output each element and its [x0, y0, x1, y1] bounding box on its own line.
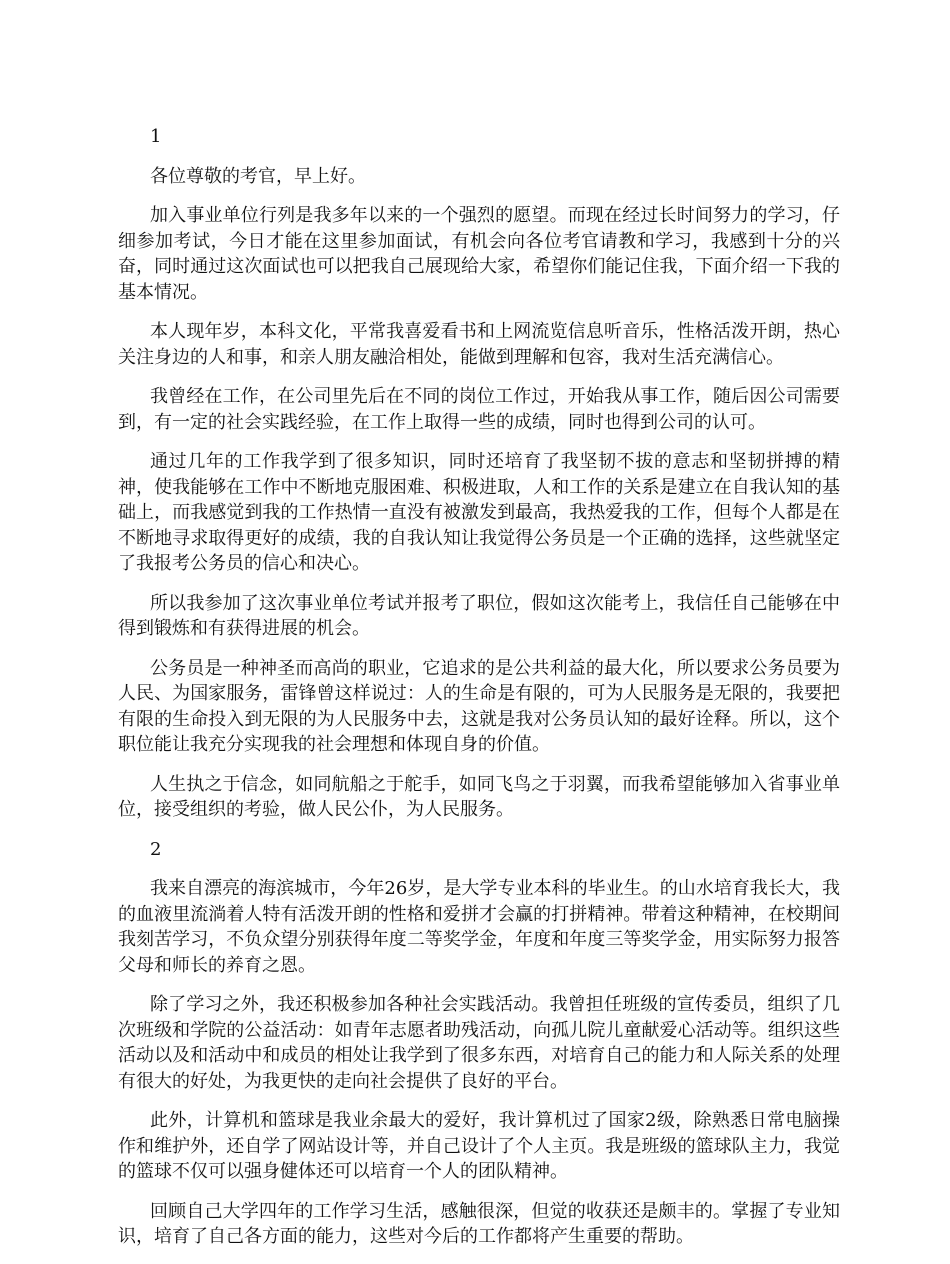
paragraph: 回顾自己大学四年的工作学习生活，感触很深，但觉的收获还是颇丰的。掌握了专业知识，培育了自己各方面的能力，这些对今后的工作都将产生重要的帮助。 — [118, 1200, 840, 1247]
section-number-2: 2 — [150, 838, 162, 860]
paragraph: 各位尊敬的考官，早上好。 — [150, 165, 366, 187]
paragraph: 加入事业单位行列是我多年以来的一个强烈的愿望。而现在经过长时间努力的学习，仔细参加考试，今日才能在这里参加面试，有机会向各位考官请教和学习，我感到十分的兴奋，同时通过这次面试也可以把我自己展现给大家，希望你们能记住我，下面介绍一下我的基本情况。 — [118, 205, 840, 303]
paragraph: 本人现年岁，本科文化，平常我喜爱看书和上网流览信息听音乐，性格活泼开朗，热心关注身边的人和事，和亲人朋友融洽相处，能做到理解和包容，我对生活充满信心。 — [118, 321, 840, 368]
paragraph: 除了学习之外，我还积极参加各种社会实践活动。我曾担任班级的宣传委员，组织了几次班级和学院的公益活动：如青年志愿者助残活动，向孤儿院儿童献爱心活动等。组织这些活动以及和活动中和成员的相处让我学到了很多东西，对培育自己的能力和人际关系的处理有很大的好处，为我更快的走向社会提供了良好的平台。 — [118, 994, 840, 1092]
paragraph: 我曾经在工作，在公司里先后在不同的岗位工作过，开始我从事工作，随后因公司需要到，有一定的社会实践经验，在工作上取得一些的成绩，同时也得到公司的认可。 — [118, 386, 840, 433]
section-number-1: 1 — [150, 126, 162, 147]
paragraph: 此外，计算机和篮球是我业余最大的爱好，我计算机过了国家2级，除熟悉日常电脑操作和维护外，还自学了网站设计等，并自己设计了个人主页。我是班级的篮球队主力，我觉的篮球不仅可以强身健体还可以培育一个人的团队精神。 — [118, 1110, 840, 1182]
document-page — [118, 124, 840, 1264]
paragraph: 人生执之于信念，如同航船之于舵手，如同飞鸟之于羽翼，而我希望能够加入省事业单位，接受组织的考验，做人民公仆，为人民服务。 — [118, 773, 840, 820]
paragraph: 公务员是一种神圣而高尚的职业，它追求的是公共利益的最大化，所以要求公务员要为人民、为国家服务，雷锋曾这样说过：人的生命是有限的，可为人民服务是无限的，我要把有限的生命投入到无限的为人民服务中去，这就是我对公务员认知的最好诠释。所以，这个职位能让我充分实现我的社会理想和体现自身的价值。 — [118, 657, 840, 755]
paragraph: 我来自漂亮的海滨城市，今年26岁，是大学专业本科的毕业生。的山水培育我长大，我的血液里流淌着人特有活泼开朗的性格和爱拼才会赢的打拼精神。带着这种精神，在校期间我刻苦学习，不负众望分别获得年度二等奖学金，年度和年度三等奖学金，用实际努力报答父母和师长的养育之恩。 — [118, 878, 840, 976]
paragraph: 所以我参加了这次事业单位考试并报考了职位，假如这次能考上，我信任自己能够在中得到锻炼和有获得进展的机会。 — [118, 592, 840, 639]
paragraph: 通过几年的工作我学到了很多知识，同时还培育了我坚韧不拔的意志和坚韧拼搏的精神，使我能够在工作中不断地克服困难、积极进取，人和工作的关系是建立在自我认知的基础上，而我感觉到我的工作热情一直没有被激发到最高，我热爱我的工作，但每个人都是在不断地寻求取得更好的成绩，我的自我认知让我觉得公务员是一个正确的选择，这些就坚定了我报考公务员的信心和决心。 — [118, 451, 840, 574]
